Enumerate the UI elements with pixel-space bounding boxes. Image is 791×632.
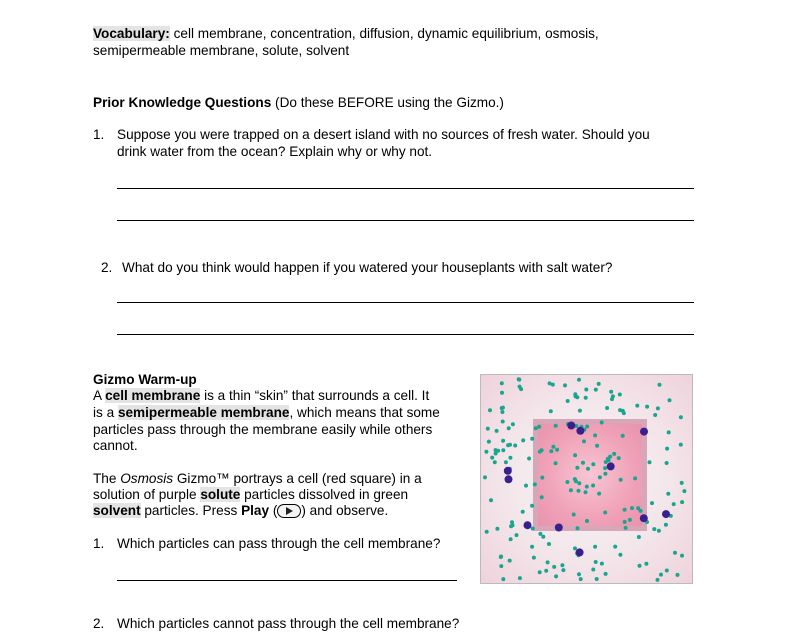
solvent-particle [582, 439, 586, 443]
solvent-particle [573, 453, 577, 457]
prior-q1-number: 1. [93, 127, 105, 142]
solvent-particle [489, 498, 493, 502]
vocabulary-line-2: semipermeable membrane, solute, solvent [93, 43, 350, 58]
solvent-particle [572, 513, 576, 517]
solvent-particle [518, 385, 522, 389]
solvent-particle [673, 551, 677, 555]
solvent-particle [577, 572, 581, 576]
solvent-particle [579, 577, 583, 581]
solute-particle [576, 548, 584, 556]
solvent-particle [533, 482, 537, 486]
solvent-particle [645, 405, 649, 409]
solvent-particle [508, 559, 512, 563]
solvent-particle [585, 519, 589, 523]
solute-particle [576, 427, 584, 435]
solvent-particle [574, 394, 578, 398]
prior-q1-line-1: Suppose you were trapped on a desert island with no sources of fresh water. Should you [117, 127, 650, 142]
solvent-particle [499, 555, 503, 559]
solvent-particle [682, 489, 686, 493]
solvent-particle [494, 448, 498, 452]
solvent-particle [569, 488, 573, 492]
warmup-p1-line-1: A cell membrane is a thin “skin” that surrounds a cell. It [93, 388, 430, 403]
prior-knowledge-title: Prior Knowledge Questions [93, 95, 272, 110]
prior-q1-answer-line-1[interactable] [117, 188, 694, 189]
solvent-particle [500, 406, 504, 410]
solvent-particle [530, 437, 534, 441]
solvent-particle [676, 573, 680, 577]
solvent-particle [633, 476, 637, 480]
warmup-q1-answer-line[interactable] [117, 580, 457, 581]
solvent-particle [593, 433, 597, 437]
vocabulary-terms: cell membrane, concentration, diffusion, dynamic equilibrium, osmosis, [169, 26, 599, 41]
solvent-particle [554, 574, 558, 578]
prior-q1-line-2: drink water from the ocean? Explain why or why not. [117, 144, 433, 159]
warmup-p2-line-2: solution of purple solute particles dissolved in green [93, 487, 409, 502]
solvent-particle [653, 413, 657, 417]
solvent-particle [527, 457, 531, 461]
solvent-particle [603, 511, 607, 515]
solvent-particle [672, 502, 676, 506]
term-cell-membrane: cell membrane [105, 388, 201, 403]
solvent-particle [603, 466, 607, 470]
solvent-particle [600, 421, 604, 425]
solvent-particle [659, 573, 663, 577]
solvent-particle [586, 467, 590, 471]
solvent-particle [597, 382, 601, 386]
solvent-particle [511, 422, 515, 426]
solvent-particle [656, 578, 660, 582]
solvent-particle [668, 398, 672, 402]
warmup-q1-number: 1. [93, 536, 105, 551]
solute-particle [607, 462, 615, 470]
warmup-p2-line-1: The Osmosis Gizmo™ portrays a cell (red square) in a [93, 471, 422, 486]
particles-layer [481, 375, 693, 584]
solvent-particle [680, 554, 684, 558]
solvent-particle [563, 383, 567, 387]
solvent-particle [648, 460, 652, 464]
solvent-particle [636, 506, 640, 510]
solvent-particle [554, 461, 558, 465]
solvent-particle [575, 466, 579, 470]
solvent-particle [638, 564, 642, 568]
solvent-particle [665, 447, 669, 451]
solvent-particle [500, 381, 504, 385]
solvent-particle [584, 388, 588, 392]
warmup-q2-text: Which particles cannot pass through the cell membrane? [117, 616, 460, 631]
solvent-particle [488, 408, 492, 412]
warmup-p1-line-2: is a semipermeable membrane, which means that some [93, 405, 440, 420]
solvent-particle [680, 481, 684, 485]
solvent-particle [577, 481, 581, 485]
warmup-p1-line-4: cannot. [93, 438, 138, 453]
solvent-particle [485, 530, 489, 534]
solvent-particle [623, 508, 627, 512]
solvent-particle [617, 456, 621, 460]
solvent-particle [679, 443, 683, 447]
solute-particle [504, 467, 512, 475]
solvent-particle [635, 404, 639, 408]
solvent-particle [591, 568, 595, 572]
solvent-particle [515, 533, 519, 537]
solvent-particle [551, 445, 555, 449]
solvent-particle [565, 480, 569, 484]
solute-particle [555, 524, 563, 532]
prior-knowledge-heading [93, 94, 504, 111]
solvent-particle [604, 572, 608, 576]
solvent-particle [530, 504, 534, 508]
solvent-particle [630, 506, 634, 510]
solvent-particle [495, 527, 499, 531]
solvent-particle [508, 456, 512, 460]
solvent-particle [486, 427, 490, 431]
solvent-particle [644, 562, 648, 566]
term-solute: solute [200, 487, 241, 502]
solvent-particle [597, 492, 601, 496]
solvent-particle [538, 532, 542, 536]
warmup-q1-text: Which particles can pass through the cell membrane? [117, 536, 441, 551]
solvent-particle [584, 490, 588, 494]
solvent-particle [594, 388, 598, 392]
solvent-particle [540, 448, 544, 452]
solvent-particle [544, 569, 548, 573]
solvent-particle [540, 495, 544, 499]
solvent-particle [603, 472, 607, 476]
solvent-particle [534, 426, 538, 430]
warmup-p2-line-3: solvent particles. Press Play ( ) and observe. [93, 503, 389, 518]
solvent-particle [500, 391, 504, 395]
solvent-particle [585, 485, 589, 489]
solvent-particle [664, 523, 668, 527]
solvent-particle [665, 569, 669, 573]
solvent-particle [495, 429, 499, 433]
solvent-particle [501, 439, 505, 443]
solvent-particle [551, 383, 555, 387]
gizmo-name: Osmosis [120, 471, 174, 486]
solvent-particle [609, 390, 613, 394]
solvent-particle [577, 489, 581, 493]
solvent-particle [521, 510, 525, 514]
solvent-particle [619, 478, 623, 482]
prior-q1-answer-line-2[interactable] [117, 220, 694, 221]
solvent-particle [566, 399, 570, 403]
prior-knowledge-note: (Do these BEFORE using the Gizmo.) [271, 95, 504, 110]
solvent-particle [506, 443, 510, 447]
solvent-particle [541, 535, 545, 539]
solvent-particle [494, 452, 498, 456]
prior-q2-text: What do you think would happen if you watered your houseplants with salt water? [122, 260, 613, 275]
solvent-particle [658, 383, 662, 387]
solvent-particle [594, 560, 598, 564]
solvent-particle [679, 415, 683, 419]
solvent-particle [532, 556, 536, 560]
solvent-particle [501, 577, 505, 581]
solvent-particle [510, 520, 514, 524]
solvent-particle [504, 460, 508, 464]
solvent-particle [598, 475, 602, 479]
term-semipermeable-membrane: semipermeable membrane [117, 405, 290, 420]
solvent-particle [513, 444, 517, 448]
solvent-particle [608, 455, 612, 459]
solvent-particle [549, 409, 553, 413]
warmup-title: Gizmo Warm-up [93, 372, 197, 387]
solvent-particle [573, 477, 577, 481]
solvent-particle [591, 462, 595, 466]
solvent-particle [610, 397, 614, 401]
osmosis-gizmo-image [480, 374, 693, 584]
solvent-particle [666, 492, 670, 496]
solvent-particle [618, 408, 622, 412]
solvent-particle [561, 568, 565, 572]
solvent-particle [555, 448, 559, 452]
solvent-particle [622, 411, 626, 415]
solute-particle [640, 514, 648, 522]
solvent-particle [612, 452, 616, 456]
solvent-particle [595, 577, 599, 581]
prior-q2-answer-line-2[interactable] [117, 334, 694, 335]
solvent-particle [560, 563, 564, 567]
warmup-q2-number: 2. [93, 616, 105, 631]
solvent-particle [665, 461, 669, 465]
solvent-particle [518, 576, 522, 580]
solvent-particle [507, 426, 511, 430]
solvent-particle [657, 529, 661, 533]
solvent-particle [577, 378, 581, 382]
solvent-particle [628, 518, 632, 522]
solvent-particle [680, 500, 684, 504]
solvent-particle [618, 553, 622, 557]
solvent-particle [584, 396, 588, 400]
solvent-particle [483, 475, 487, 479]
solvent-particle [484, 450, 488, 454]
play-icon [277, 504, 301, 518]
term-solvent: solvent [93, 503, 141, 518]
solvent-particle [546, 560, 550, 564]
prior-q2-answer-line-1[interactable] [117, 302, 694, 303]
prior-q2-number: 2. [101, 260, 113, 275]
solvent-particle [521, 438, 525, 442]
solvent-particle [667, 430, 671, 434]
solute-particle [524, 521, 532, 529]
solvent-particle [652, 527, 656, 531]
solvent-particle [591, 484, 595, 488]
solute-particle [640, 428, 648, 436]
solvent-particle [637, 535, 641, 539]
solvent-particle [501, 448, 505, 452]
play-word: Play [241, 503, 270, 518]
solvent-particle [531, 527, 535, 531]
solvent-particle [509, 537, 513, 541]
solvent-particle [595, 444, 599, 448]
solvent-particle [624, 526, 628, 530]
solvent-particle [576, 526, 580, 530]
solvent-particle [547, 542, 551, 546]
vocabulary-line-1 [93, 25, 599, 42]
solvent-particle [554, 424, 558, 428]
solvent-particle [490, 456, 494, 460]
solute-particle [662, 510, 670, 518]
solvent-particle [593, 545, 597, 549]
solvent-particle [605, 406, 609, 410]
solvent-particle [573, 546, 577, 550]
solvent-particle [501, 420, 505, 424]
solvent-particle [623, 520, 627, 524]
solvent-particle [621, 434, 625, 438]
solvent-particle [650, 501, 654, 505]
solvent-particle [499, 564, 503, 568]
solvent-particle [530, 545, 534, 549]
solvent-particle [524, 484, 528, 488]
solvent-particle [549, 449, 553, 453]
solvent-particle [493, 460, 497, 464]
solvent-particle [578, 409, 582, 413]
vocabulary-label: Vocabulary: [93, 26, 170, 41]
solute-particle [567, 422, 575, 430]
solvent-particle [538, 570, 542, 574]
solvent-particle [585, 425, 589, 429]
solute-particle [505, 475, 513, 483]
solvent-particle [581, 461, 585, 465]
solvent-particle [613, 545, 617, 549]
solvent-particle [656, 406, 660, 410]
solvent-particle [618, 393, 622, 397]
solvent-particle [552, 565, 556, 569]
solvent-particle [487, 440, 491, 444]
solvent-particle [500, 410, 504, 414]
solvent-particle [540, 476, 544, 480]
warmup-p1-line-3: particles pass through the membrane easily while others [93, 422, 433, 437]
solvent-particle [517, 378, 521, 382]
solvent-particle [600, 562, 604, 566]
